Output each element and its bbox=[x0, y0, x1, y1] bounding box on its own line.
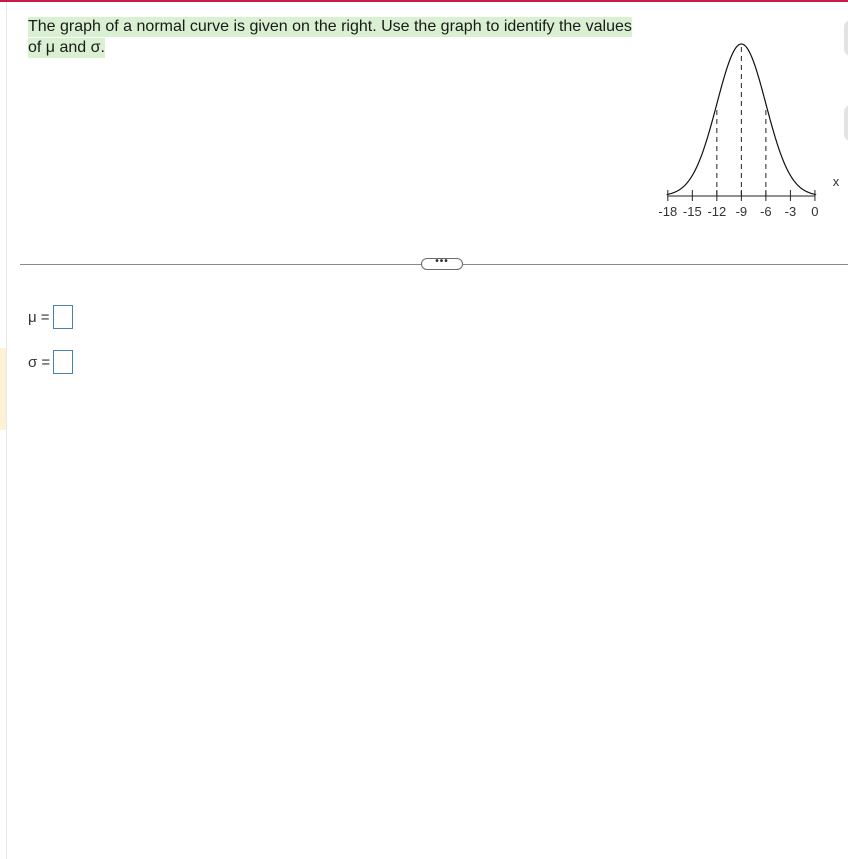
x-tick-label-4: -6 bbox=[760, 204, 772, 219]
x-axis-variable-label: x bbox=[832, 174, 840, 189]
left-border bbox=[6, 2, 7, 859]
normal-curve-svg bbox=[640, 30, 848, 230]
x-tick-label-0: -18 bbox=[658, 204, 678, 219]
x-tick-label-1: -15 bbox=[682, 204, 702, 219]
top-accent-bar bbox=[0, 0, 848, 2]
x-tick-label-5: -3 bbox=[784, 204, 797, 219]
sigma-label: σ = bbox=[28, 353, 51, 371]
ellipsis-icon: ••• bbox=[435, 256, 449, 267]
x-tick-label-3: -9 bbox=[735, 204, 748, 219]
mu-label: μ = bbox=[28, 308, 50, 326]
question-text bbox=[28, 16, 638, 58]
sigma-answer-row bbox=[28, 348, 73, 376]
question-highlight: The graph of a normal curve is given on the right. Use the graph to identify the values of μ and σ. bbox=[28, 18, 632, 56]
sigma-input[interactable] bbox=[53, 350, 73, 374]
mu-answer-row bbox=[28, 303, 73, 331]
normal-curve-graph bbox=[640, 30, 848, 230]
mu-input[interactable] bbox=[53, 305, 73, 329]
left-side-tab bbox=[0, 348, 6, 430]
expand-more-button[interactable] bbox=[421, 258, 463, 270]
x-tick-label-2: -12 bbox=[707, 204, 727, 219]
x-tick-label-6: 0 bbox=[811, 204, 819, 219]
